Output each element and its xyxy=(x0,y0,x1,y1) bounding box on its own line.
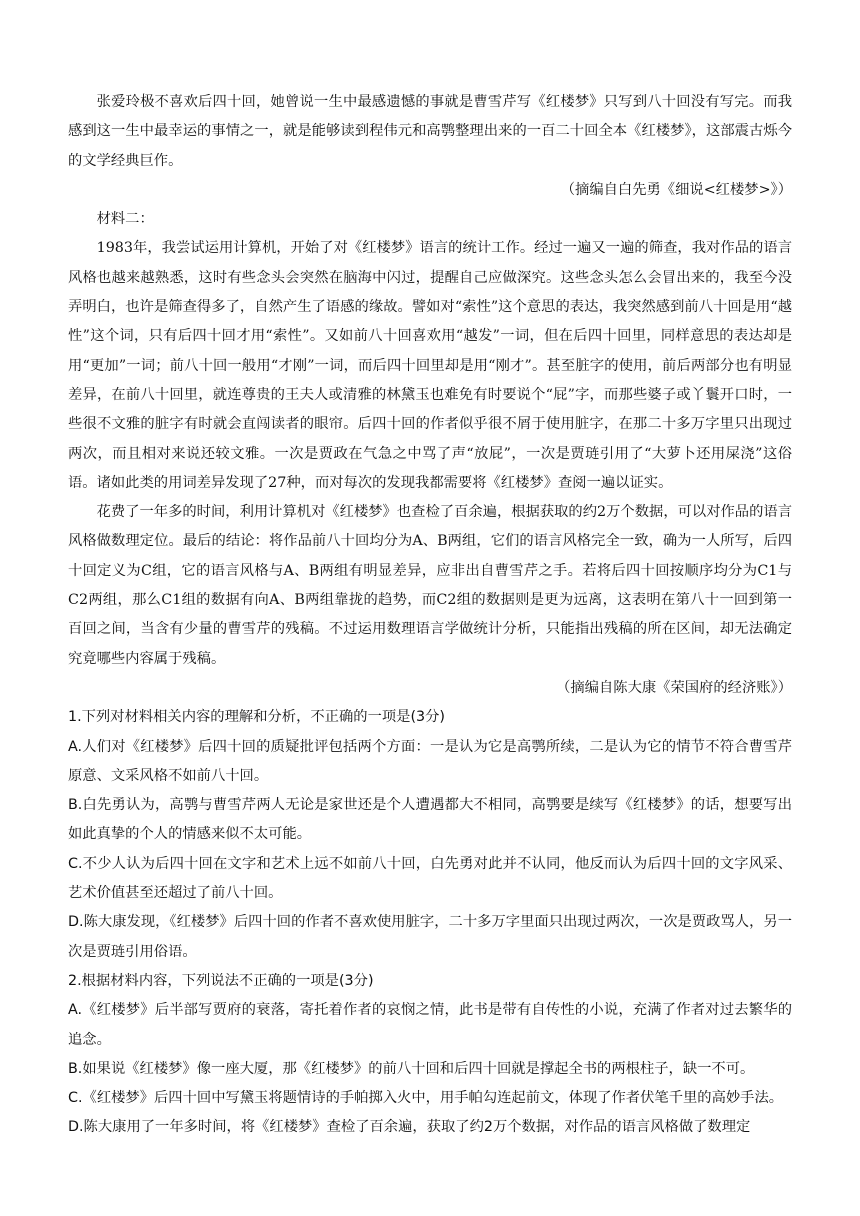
option-c: C.《红楼梦》后四十回中写黛玉将题情诗的手帕掷入火中，用手帕勾连起前文，体现了作者伏笔千里的高妙手法。 xyxy=(68,1090,784,1107)
material2-paragraph-1: 1983年，我尝试运用计算机，开始了对《红楼梦》语言的统计工作。经过一遍又一遍的筛查，我对作品的语言风格也越来越熟悉，这时有些念头会突然在脑海中闪过，提醒自己应做深究。这些念头怎么会冒出来的，我至今没弄明白，也许是筛查得多了，自然产生了语感的缘故。譬如对“索性”这个意思的表达，我突然感到前八十回是用“越性”这个词，只有后四十回才用“索性”。又如前八十回喜欢用“越发”一词，但在后四十回里，同样意思的表达却是用“更加”一词；前八十回一般用“才刚”一词，而后四十回里却是用“刚才”。甚至脏字的使用，前后两部分也有明显差异，在前八十回里，就连尊贵的王夫人或清雅的林黛玉也难免有时要说个“屁”字，而那些婆子或丫鬟开口时，一些很不文雅的脏字有时就会直闯读者的眼帘。后四十回的作者似乎很不屑于使用脏字，在那二十多万字里只出现过两次，而且相对来说还较文雅。一次是贾政在气急之中骂了声“放屁”，一次是贾琏引用了“大萝卜还用屎浇”这俗语。诸如此类的用词差异发现了27种，而对每次的发现我都需要将《红楼梦》查阅一遍以证实。 xyxy=(68,240,792,491)
material2-source: （摘编自陈大康《荣国府的经济账》） xyxy=(556,679,792,696)
material1-closing-paragraph: 张爱玲极不喜欢后四十回，她曾说一生中最感遗憾的事就是曹雪芹写《红楼梦》只写到八十回没有写完。而我感到这一生中最幸运的事情之一，就是能够读到程伟元和高鹗整理出来的一百二十回全本《红楼梦》，这部震古烁今的文学经典巨作。 xyxy=(68,94,792,169)
material2-heading: 材料二： xyxy=(96,211,154,228)
option-c: C.不少人认为后四十回在文字和艺术上远不如前八十回，白先勇对此并不认同，他反而认为后四十回的文字风采、艺术价值甚至还超过了前八十回。 xyxy=(68,855,792,902)
option-b: B.如果说《红楼梦》像一座大厦，那《红楼梦》的前八十回和后四十回就是撑起全书的两根柱子，缺一不可。 xyxy=(68,1060,755,1077)
question-1 xyxy=(68,703,792,967)
option-a: A.《红楼梦》后半部写贾府的衰落，寄托着作者的哀悯之情，此书是带有自传性的小说，充满了作者对过去繁华的追念。 xyxy=(68,1002,792,1048)
question-stem: 2.根据材料内容，下列说法不正确的一项是(3分) xyxy=(68,972,374,989)
option-b: B.白先勇认为，高鹗与曹雪芹两人无论是家世还是个人遭遇都大不相同，高鹗要是续写《红楼梦》的话，想要写出如此真挚的个人的情感来似不太可能。 xyxy=(68,797,792,843)
option-d: D.陈大康发现，《红楼梦》后四十回的作者不喜欢使用脏字，二十多万字里面只出现过两次，一次是贾政骂人，另一次是贾琏引用俗语。 xyxy=(68,914,792,960)
material1-source: （摘编自白先勇《细说<红楼梦>》） xyxy=(560,181,792,198)
question-stem: 1.下列对材料相关内容的理解和分析，不正确的一项是(3分) xyxy=(68,709,446,726)
question-2 xyxy=(68,967,792,1143)
option-a: A.人们对《红楼梦》后四十回的质疑批评包括两个方面：一是认为它是高鹗所续，二是认为它的情节不符合曹雪芹原意、文采风格不如前八十回。 xyxy=(68,738,792,784)
material2-paragraph-2: 花费了一年多的时间，利用计算机对《红楼梦》也查检了百余遍，根据获取的约2万个数据，可以对作品的语言风格做数理定位。最后的结论：将作品前八十回均分为A、B两组，它们的语言风格完全一致，确为一人所写，后四十回定义为C组，它的语言风格与A、B两组有明显差异，应非出自曹雪芹之手。若将后四十回按顺序均分为C1与C2两组，那么C1组的数据有向A、B两组靠拢的趋势，而C2组的数据则是更为远离，这表明在第八十一回到第一百回之间，当含有少量的曹雪芹的残稿。不过运用数理语言学做统计分析，只能指出残稿的所在区间，却无法确定究竟哪些内容属于残稿。 xyxy=(68,504,792,667)
option-d: D.陈大康用了一年多时间，将《红楼梦》查检了百余遍，获取了约2万个数据，对作品的语言风格做了数理定 xyxy=(68,1119,751,1136)
